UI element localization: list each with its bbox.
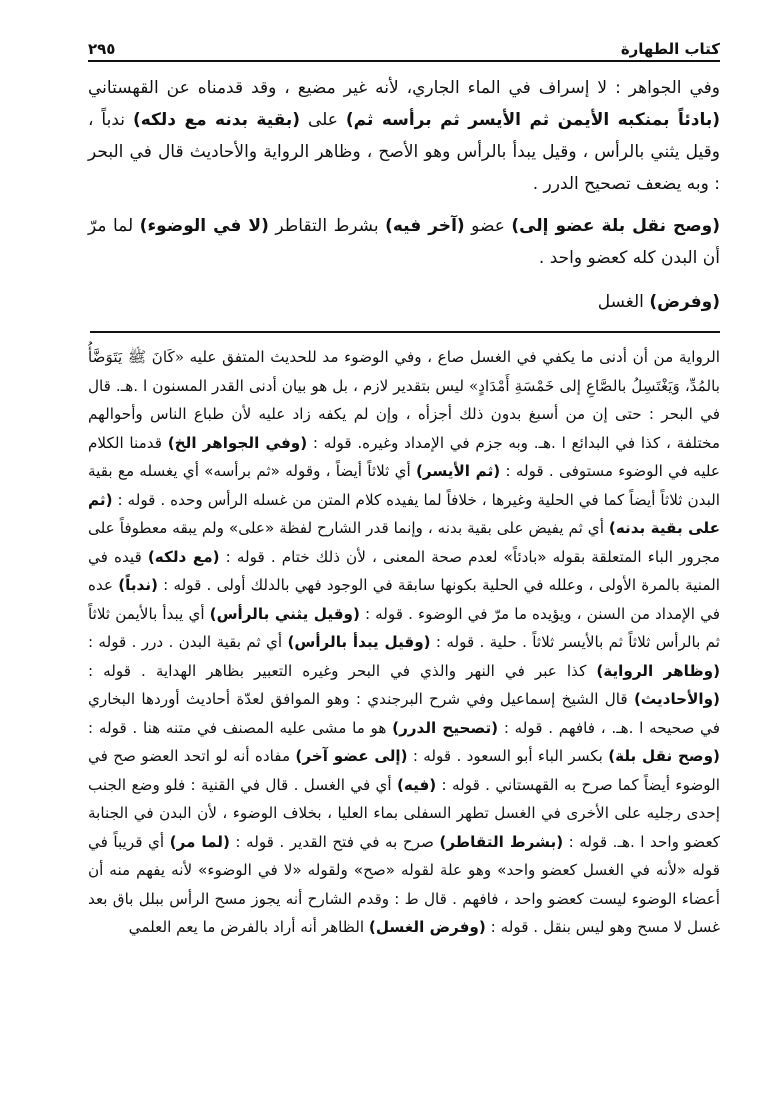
text: ليس بتقدير لازم ، بل هو بيان أدنى القدر المسنون ا .هـ. قال في البحر : حتى إن من أسبغ بدون ذلك أجزأه ، وإن لم يكفه زاد عليه لأن طباع الناس وأحوالهم مختلفة ، كذا في البدائع ا .هـ. وبه جزم في الإمداد وغيره. قوله :	[88, 376, 720, 452]
header-rule	[88, 60, 720, 62]
lemma: (مع دلكه)	[147, 547, 220, 566]
text: قيده في المنية بالمرة الأولى ، وعلله في الحلية بكونها سابقة في الوجود فهي بالدلك أولى . قوله :	[88, 547, 721, 594]
text: صرح به في فتح القدير . قوله :	[229, 832, 440, 851]
text: أي ثلاثاً أيضاً ، وقوله «ثم برأسه» أي يغسله مع بقية البدن ثلاثاً أيضاً كما في الحلية وغيرها ، خلافاً لما يفيده كلام المتن من غسله الرأس وحده . قوله :	[88, 462, 720, 509]
book-title: كتاب الطهارة	[620, 40, 720, 58]
section-divider	[90, 331, 720, 333]
text: بكسر الباء أبو السعود . قوله :	[407, 747, 609, 765]
text: ندباً ، وقيل يثني بالرأس ، وقيل يبدأ بالرأس وهو الأصح ، وظاهر الرواية والأحاديث قال في البحر : وبه يضعف تصحيح الدرر .	[88, 110, 720, 194]
lemma: (وقيل يثني بالرأس)	[209, 604, 360, 623]
text: الغسل	[597, 292, 650, 312]
lemma: (فيه)	[396, 775, 437, 794]
text: عده في الإمداد من السنن ، ويؤيده ما مرّ في الوضوء . قوله :	[88, 576, 720, 623]
lemma: (ثم الأيسر)	[415, 462, 501, 480]
hadith-quote: «كَانَ ﷺ يَتَوَضَّأُ بالمُدِّ، وَيَغْتَسِلُ بالصَّاعِ إلى خَمْسَةِ أَمْدَادٍ»	[88, 348, 720, 395]
text: الرواية من أن أدنى ما يكفي في الغسل صاع ، وفي الوضوء مد للحديث المتفق عليه	[184, 348, 721, 366]
text: لما مرّ أن البدن كله كعضو واحد .	[88, 216, 720, 268]
lemma: (ثم على بقية بدنه)	[88, 490, 721, 537]
text: وفي الجواهر : لا إسراف في الماء الجاري، لأنه غير مضيع ، وقد قدمناه عن القهستاني	[88, 78, 720, 98]
commentary-text	[88, 343, 720, 942]
lemma: (لما مر)	[169, 832, 230, 851]
lemma: (والأحاديث)	[633, 690, 720, 708]
text: قدمنا الكلام عليه في الوضوء مستوفى . قوله :	[88, 433, 720, 480]
lemma: (وفرض الغسل)	[368, 918, 486, 936]
text: الظاهر أنه أراد بالفرض ما يعم العلمي	[128, 918, 369, 936]
lemma: (وقيل يبدأ بالرأس)	[287, 633, 431, 651]
lemma: (ندباً)	[118, 576, 158, 594]
text: أي في الغسل . قال في القنية : فلو وضع الجنب إحدى رجليه على الأخرى في الغسل تطهر السفلى بماء العليا ، بخلاف الوضوء ، لأن البدن في الجنابة كعضو واحد ا .هـ. قوله :	[88, 775, 721, 851]
lemma: (وفي الجواهر الخ)	[167, 433, 308, 452]
matn-quote: (بقية بدنه مع دلكه)	[132, 110, 301, 130]
main-text	[88, 72, 720, 318]
matn-quote: (وصح نقل بلة عضو إلى)	[511, 216, 721, 236]
commentary-paragraph	[88, 343, 720, 942]
lemma: (تصحيح الدرر)	[392, 718, 499, 737]
text: أي ثم يفيض على بقية بدنه ، وإنما قدر الشارح لفظة «على» ولم يبقه معطوفاً على مجرور الباء المتعلقة بقوله «بادئاً» لعدم صحة المعنى ، لأن ذلك ختام . قوله :	[88, 519, 720, 566]
text: أي ثم بقية البدن . درر . قوله :	[88, 633, 288, 651]
text: كذا عبر في النهر والذي في البحر وغيره التعبير بظاهر الهداية . قوله :	[88, 661, 597, 680]
lemma: (وظاهر الرواية)	[596, 661, 721, 680]
text: قال الشيخ إسماعيل وفي شرح البرجندي : وهو الموافق لعدّة أحاديث أوردها البخاري في صحيحه ا .هـ. ، فافهم . قوله :	[88, 690, 720, 737]
text: هو ما مشى عليه المصنف في متنه هنا . قوله :	[88, 718, 393, 737]
matn-quote: (آخر فيه)	[385, 216, 465, 236]
matn-paragraph-1	[88, 72, 720, 200]
running-header	[88, 36, 720, 58]
book-page	[88, 0, 720, 1098]
lemma: (بشرط التقاطر)	[439, 832, 564, 851]
matn-quote: (لا في الوضوء)	[139, 216, 269, 236]
matn-paragraph-2	[88, 210, 720, 274]
text: أي قريباً في قوله «لأنه في الغسل كعضو واحد» وهو علة لقوله «صح» ولقوله «لا في الوضوء» لأنه يفهم منه أن أعضاء الوضوء ليست كعضو واحد ، فافهم . قال ط : وقدم الشارح أنه يجوز مسح الرأس ببلل باق بعد غسل لا مسح وهو ليس بنقل . قوله :	[88, 832, 720, 936]
text: بشرط التقاطر	[268, 216, 386, 236]
text: مفاده أنه لو اتحد العضو صح في الوضوء أيضاً كما صرح به القهستاني . قوله :	[88, 747, 721, 794]
lemma: (إلى عضو آخر)	[295, 747, 408, 765]
text: أي يبدأ بالأيمن ثلاثاً ثم بالرأس ثلاثاً ثم بالأيسر ثلاثاً . حلية . قوله :	[88, 604, 720, 651]
matn-paragraph-3	[88, 286, 720, 318]
lemma: (وصح نقل بلة)	[608, 747, 720, 765]
text: على	[300, 110, 346, 130]
matn-quote: (بادئاً بمنكبه الأيمن ثم الأيسر ثم برأسه ثم)	[345, 110, 720, 130]
matn-quote: (وفرض)	[649, 292, 720, 312]
page-number: ٢٩٥	[88, 40, 116, 58]
text: عضو	[464, 216, 512, 236]
